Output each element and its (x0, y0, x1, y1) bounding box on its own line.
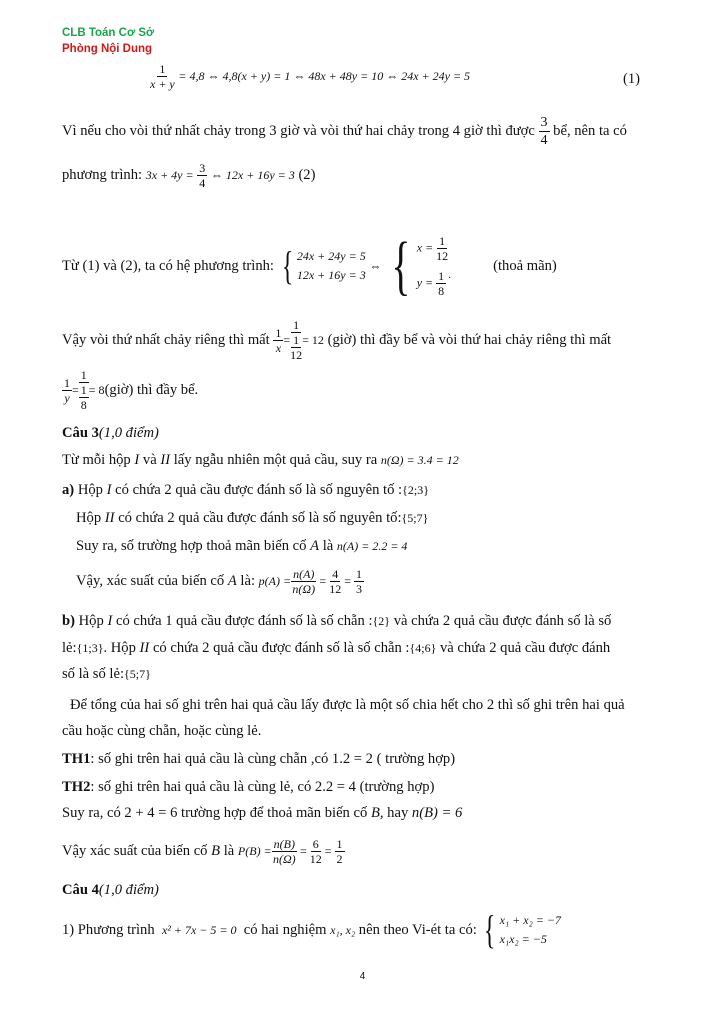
paragraph-2: phương trình: 3x + 4y = $\frac{3}{4}$ ⇔ 12x + 16y = 3 (2) (62, 161, 316, 190)
fraction: $\frac{1}{\frac{1}{8}}$ (80, 368, 87, 412)
question-3b-line-3: số là số lẻ:{5;7} (62, 666, 151, 682)
case-1: TH1: số ghi trên hai quả cầu là cùng chẵn ,có 1.2 = 2 ( trường hợp) (62, 751, 456, 767)
fraction: $\frac{1}{x + y}$ (150, 62, 175, 91)
question-4-title: Câu 4(1,0 điểm) (62, 882, 159, 898)
question-3a-line-1: a) Hộp I có chứa 2 quả cầu được đánh số là số nguyên tố :{2;3} (62, 482, 429, 498)
fraction: $\frac{1}{\frac{1}{12}}$ (290, 318, 303, 362)
question-3a-line-4: Vậy, xác suất của biến cố A là: p(A) = $\frac{n(A)}{n(\Omega)}$ = $\frac{4}{12}$ = $\frac{1}{3}$ (76, 566, 362, 596)
question-3b-line-2: lẻ:{1;3}. Hộp II có chứa 2 quả cầu được đánh số là số chẵn :{4;6} và chứa 2 quả cầu được đánh (62, 640, 611, 656)
paragraph-3: Từ (1) và (2), ta có hệ phương trình: { 24x + 24y = 5 12x + 16y = 3 ⇔ { x = $\frac{1}{12}$ y = $\frac{1}{8}$ . (thoả mãn) (62, 229, 557, 302)
fraction: $\frac{1}{x}$ (275, 325, 282, 355)
question-3b-line-4: Để tổng của hai số ghi trên hai quả cầu lấy được là một số chia hết cho 2 thì số ghi trên hai quả (70, 697, 625, 713)
paragraph-5: $\frac{1}{y}$ = $\frac{1}{\frac{1}{8}}$ = 8 (giờ) thì đầy bể. (64, 368, 199, 412)
question-3b-line-5: cầu hoặc cùng chẵn, hoặc cùng lẻ. (62, 723, 262, 739)
fraction: $\frac{3}{4}$ (199, 161, 206, 190)
paragraph-1: Vì nếu cho vòi thứ nhất chảy trong 3 giờ và vòi thứ hai chảy trong 4 giờ thì được $\frac{3}{4}$ bể, nên ta có (62, 115, 627, 148)
page-number: 4 (359, 971, 366, 982)
question-3-line-1: Từ mỗi hộp I và II lấy ngẫu nhiên một quả cầu, suy ra n(Ω) = 3.4 = 12 (62, 452, 459, 468)
header-dept: Phòng Nội Dung (62, 43, 153, 55)
header-club: CLB Toán Cơ Sở (62, 27, 155, 39)
question-3a-line-3: Suy ra, số trường hợp thoả mãn biến cố A là n(A) = 2.2 = 4 (76, 538, 408, 554)
case-2: TH2: số ghi trên hai quả cầu là cùng lẻ, có 2.2 = 4 (trường hợp) (62, 779, 435, 795)
equation-1-rest: = 4,8 ⇔ 4,8(x + y) = 1 ⇔ 48x + 48y = 10 ⇔ 24x + 24y = 5 (178, 68, 471, 83)
question-4-line-1: 1) Phương trình x² + 7x − 5 = 0 có hai nghiệm x₁, x₂ nên theo Vi-ét ta có: { x₁ + x₂ = −7 x₁x₂ = −5 (62, 907, 561, 952)
question-3b-line-7: Vậy xác suất của biến cố B là P(B) = $\frac{n(B)}{n(\Omega)}$ = $\frac{6}{12}$ = $\frac{1}{2}$ (62, 836, 343, 866)
question-3b-line-1: b) Hộp I có chứa 1 quả cầu được đánh số là số chẵn :{2} và chứa 2 quả cầu được đánh số là số (62, 613, 612, 629)
question-3-title: Câu 3(1,0 điểm) (62, 425, 159, 441)
fraction: $\frac{3}{4}$ (540, 115, 548, 148)
equation-1 (150, 62, 470, 91)
question-3b-line-6: Suy ra, có 2 + 4 = 6 trường hợp để thoả mãn biến cố B, hay n(B) = 6 (62, 805, 463, 821)
paragraph-4: Vậy vòi thứ nhất chảy riêng thì mất $\frac{1}{x}$ = $\frac{1}{\frac{1}{12}}$ = 12 (giờ) thì đầy bể và vòi thứ hai chảy riêng thì mất (62, 318, 612, 362)
solution-system: { x = $\frac{1}{12}$ y = $\frac{1}{8}$ (391, 229, 449, 302)
equation-1-tag: (1) (623, 71, 641, 87)
fraction: $\frac{1}{y}$ (64, 375, 70, 405)
equation-system: { 24x + 24y = 5 12x + 16y = 3 (281, 243, 366, 288)
question-3a-line-2: Hộp II có chứa 2 quả cầu được đánh số là số nguyên tố:{5;7} (76, 510, 429, 526)
